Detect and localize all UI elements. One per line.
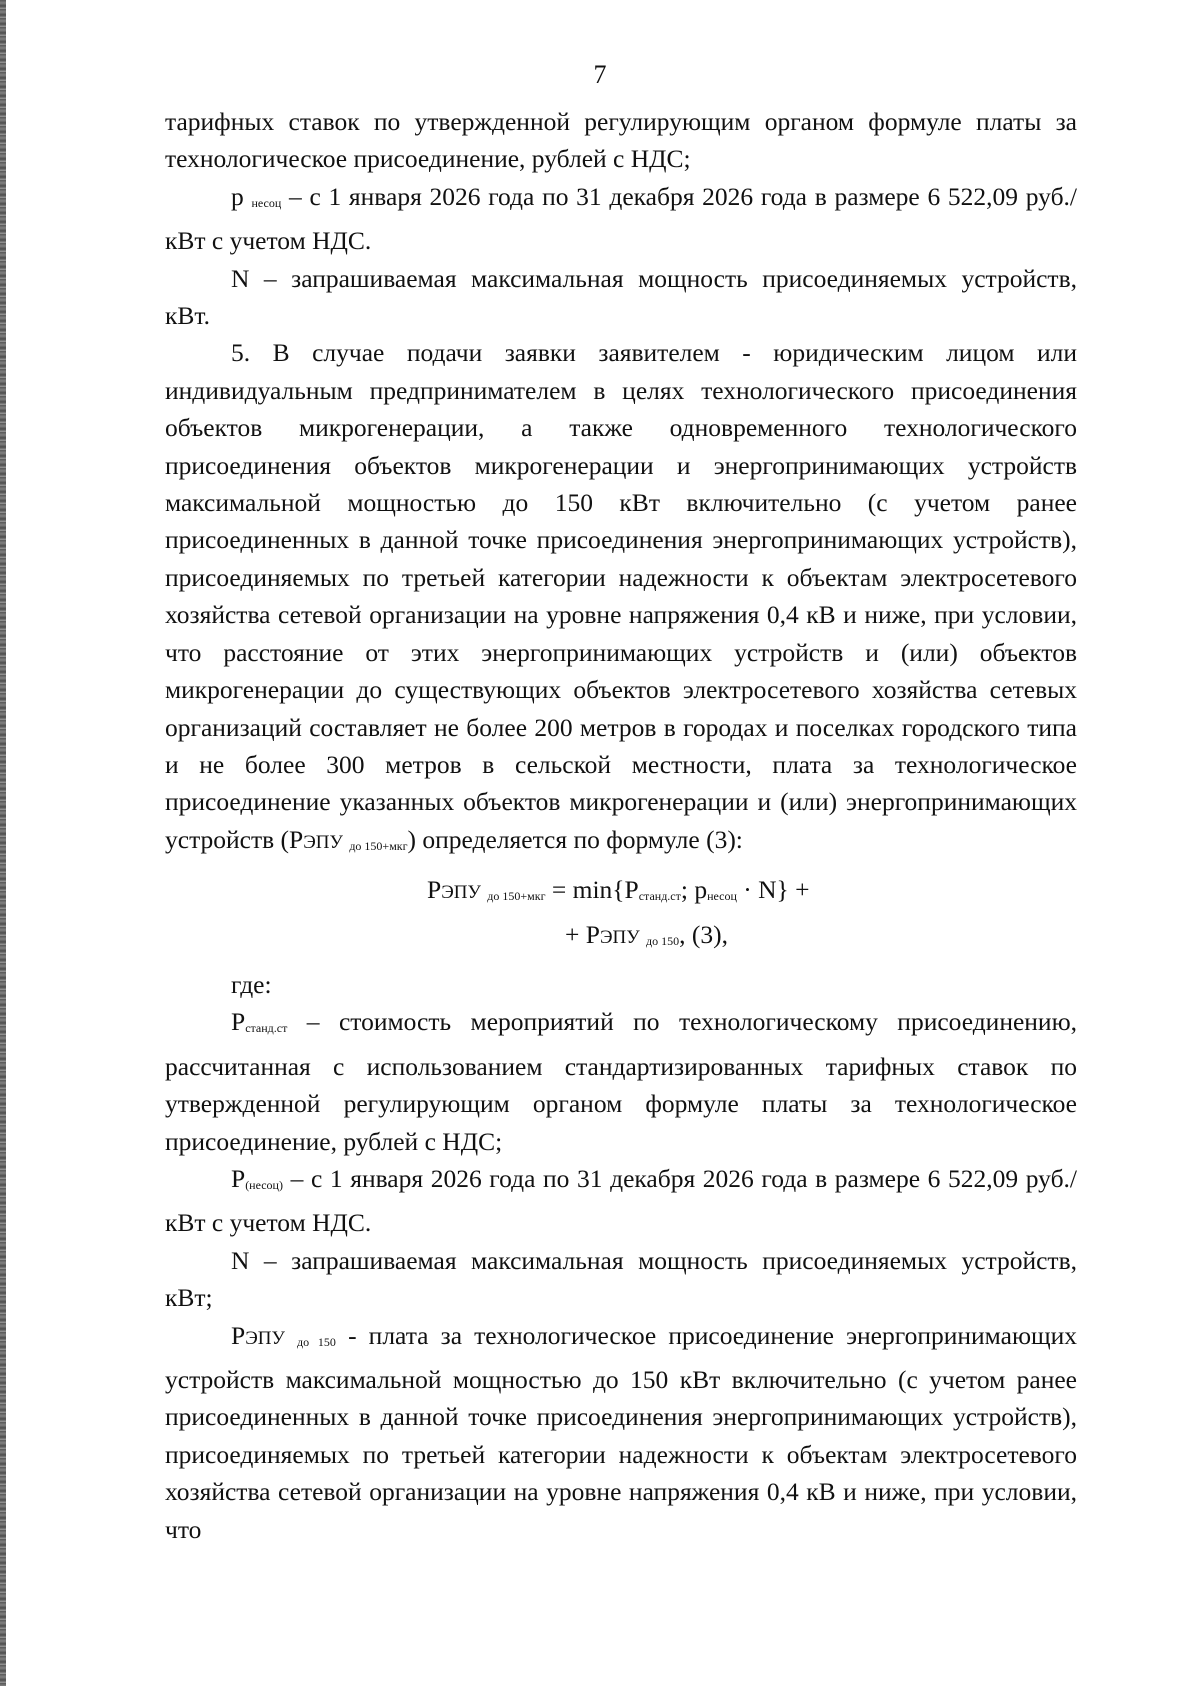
paragraph-item-5 [165, 334, 1077, 865]
formula-separator: ; р [680, 875, 708, 905]
p-nesots-definition-text: – с 1 января 2026 года по 31 декабря 2026 года в размере 6 522,09 руб./кВт с учетом НДС. [165, 1163, 1078, 1238]
symbol-r-epu150-mid: ЭПУ [245, 1327, 285, 1349]
symbol-p-2-subscript: (несоц) [245, 1177, 283, 1192]
formula-equals-min: = min{Р [545, 875, 639, 905]
r-stand-definition-text: – стоимость мероприятий по технологическому присоединению, рассчитанная с использованием стандартизированных тарифных ставок по утвержденной регулирующим органом формуле платы за технологическое присоединение, рублей с НДС; [165, 1007, 1078, 1156]
symbol-r-epu150-subscript: до 150 [297, 1334, 336, 1349]
paragraph-p-nesots-definition-2 [165, 1160, 1077, 1242]
symbol-p-subscript: несоц [251, 195, 282, 210]
paragraph-r-epu150-definition [165, 1317, 1077, 1548]
page-number: 7 [593, 60, 607, 89]
symbol-r-epu150: Р [231, 1320, 246, 1350]
paragraph-tariff-continued: тарифных ставок по утвержденной регулирующим органом формуле платы за технологическое присоединение, рублей с НДС; [165, 107, 1077, 174]
symbol-p: р [231, 181, 244, 211]
symbol-r-epu-subscript: до 150+мкг [349, 838, 408, 853]
r-epu150-definition-text: - плата за технологическое присоединение энергопринимающих устройств максимальной мощностью до 150 кВт включительно (с учетом ранее присоединенных в данной точке присоединения энергопринимающих устройств), присоединяемых по третьей категории надежности к объектам электросетевого хозяйства сетевой организации на уровне напряжения 0,4 кВ и ниже, при условии, что [165, 1320, 1078, 1544]
formula-lhs: Р [427, 875, 442, 905]
symbol-p-2: Р [231, 1163, 246, 1193]
symbol-r-stand: Р [231, 1007, 246, 1037]
paragraph-r-stand-definition [165, 1003, 1077, 1160]
symbol-r-epu-mid: ЭПУ [303, 831, 343, 853]
item-5-text: 5. В случае подачи заявки заявителем - юридическим лицом или индивидуальным предпринимателем в целях технологического присоединения объектов микрогенерации, а также одновременного технологического присоединения объектов микрогенерации и энергопринимающих устройств максимальной мощностью до 150 кВт включительно (с учетом ранее присоединенных в данной точке присоединения энергопринимающих устройств), присоединяемых по третьей категории надежности к объектам электросетевого хозяйства сетевой организации на уровне напряжения 0,4 кВ и ниже, при условии, что расстояние от этих энергопринимающих устройств и (или) объектов микрогенерации до существующих объектов электросетевого хозяйства сетевых организаций составляет не более 200 метров в городах и поселках городского типа и не более 300 метров в сельской местности, плата за технологическое присоединение указанных объектов микрогенерации и (или) энергопринимающих устройств ( [165, 338, 1077, 854]
formula-line-2 [165, 916, 1077, 960]
formula-line-1 [165, 871, 1077, 915]
definition-text: – с 1 января 2026 года по 31 декабря 2026 года в размере 6 522,09 руб./кВт с учетом НДС. [165, 181, 1078, 256]
formula-tail: · N} + [736, 875, 810, 905]
formula-line2-prefix: + Р [565, 919, 600, 949]
formula-nesots-subscript: несоц [707, 889, 737, 904]
document-body [165, 103, 1077, 1548]
paragraph-n-definition: N – запрашиваемая максимальная мощность присоединяемых устройств, кВт. [165, 263, 1077, 331]
formula-lhs-subscript: до 150+мкг [487, 889, 546, 904]
paragraph-p-nesots-definition [165, 178, 1077, 260]
formula-line2-tail: , (3), [679, 919, 729, 949]
formula-line2-subscript: до 150 [646, 933, 680, 948]
formula-line2-mid: ЭПУ [599, 926, 640, 948]
item-5-tail: ) определяется по формуле (3): [407, 824, 743, 854]
paragraph-n-definition-2: N – запрашиваемая максимальная мощность присоединяемых устройств, кВт; [165, 1245, 1077, 1313]
scan-left-edge [0, 0, 6, 1686]
formula-lhs-mid: ЭПУ [441, 882, 481, 904]
paragraph-where: где: [231, 969, 272, 999]
symbol-r-epu: Р [289, 824, 304, 854]
formula-stand-subscript: станд.ст [638, 889, 681, 904]
symbol-r-stand-subscript: станд.ст [245, 1021, 288, 1036]
